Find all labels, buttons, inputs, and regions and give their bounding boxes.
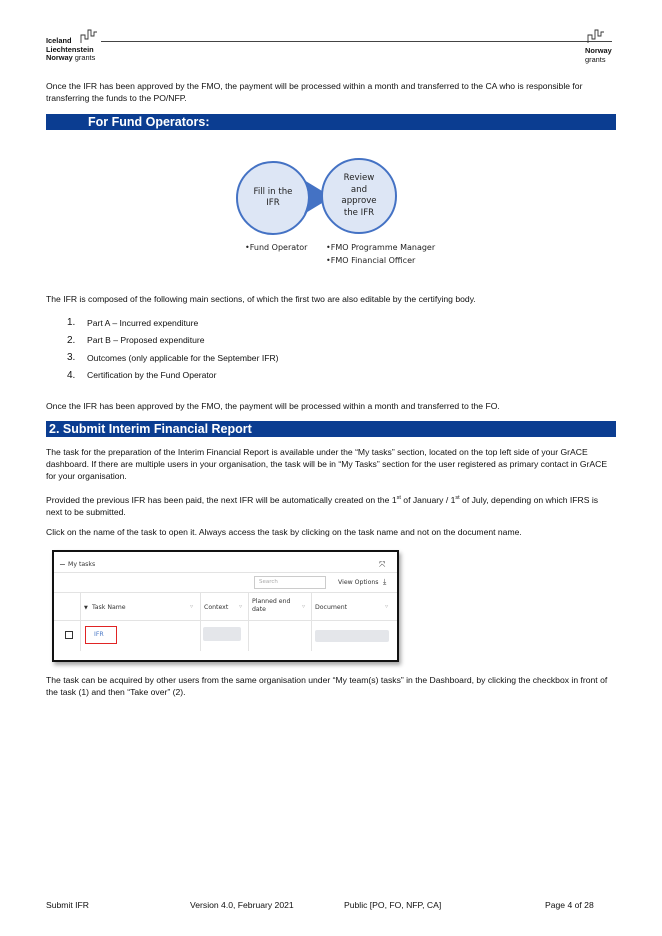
download-icon[interactable]: ⤓: [383, 577, 387, 586]
logo-norway: Norway: [46, 53, 73, 63]
logo-iceland: Iceland: [46, 36, 72, 45]
row-checkbox[interactable]: [65, 631, 73, 639]
task-name-link[interactable]: IFR: [85, 626, 117, 644]
header-rule: [101, 41, 612, 42]
fund-operators-heading-band: [46, 114, 616, 130]
footer-audience: Public [PO, FO, NFP, CA]: [344, 900, 442, 910]
filter-icon[interactable]: ▿: [302, 603, 306, 610]
expand-icon[interactable]: ⤧: [379, 560, 386, 569]
col-document[interactable]: Document: [315, 604, 348, 611]
col-task-name[interactable]: Task Name: [92, 604, 126, 611]
section2-paragraph-2: Provided the previous IFR has been paid, the next IFR will be automatically created on the 1st of January / 1st of July, depending on which IFRS is next to be submitted.: [46, 494, 599, 517]
sections-list: [67, 314, 279, 384]
diagram-step-review: Review and approve the IFR: [321, 158, 397, 234]
section2-paragraph-1: The task for the preparation of the Interim Financial Report is available under the “My tasks” section, located on the top left side of your GrACE dashboard. If there are multiple users in your organisation, the task will be in “My Tasks” section for the user registered as primary contact in GrACE for your organisation.: [46, 447, 608, 481]
section2-heading: 2. Submit Interim Financial Report: [49, 422, 252, 436]
list-item: 2. Part B – Proposed expenditure: [67, 334, 205, 346]
sort-icon[interactable]: ▼: [84, 605, 88, 611]
document-placeholder[interactable]: [315, 630, 389, 642]
logo-liechtenstein: Liechtenstein: [46, 44, 94, 54]
list-item: 3. Outcomes (only applicable for the September IFR): [67, 352, 279, 364]
footer-doc: Submit IFR: [46, 900, 89, 910]
footer-page: Page 4 of 28: [545, 900, 594, 910]
filter-icon[interactable]: ▿: [385, 603, 389, 610]
header-right-logo: [585, 28, 612, 64]
section2-paragraph-3: Click on the name of the task to open it. Always access the task by clicking on the task name and not on the document name.: [46, 527, 522, 537]
col-planned-end-date[interactable]: Planned end date: [252, 598, 291, 613]
list-item: 1. Part A – Incurred expenditure: [67, 317, 199, 329]
search-input[interactable]: Search: [254, 576, 326, 589]
logo-norway-right: Norway: [585, 46, 612, 55]
diagram-step1-roles: •Fund Operator: [245, 243, 308, 252]
logo-grants-right: grants: [585, 54, 606, 64]
fo-paragraph: Once the IFR has been approved by the FMO, the payment will be processed within a month and transferred to the FO.: [46, 401, 500, 411]
footer-version: Version 4.0, February 2021: [190, 900, 294, 910]
diagram-step2-roles: •FMO Programme Manager •FMO Financial Officer: [326, 243, 436, 265]
intro-paragraph: Once the IFR has been approved by the FMO, the payment will be processed within a month and transferred to the CA who is responsible for transferring the funds to the PO/NFP.: [46, 81, 583, 103]
col-context[interactable]: Context: [204, 604, 229, 611]
collapse-icon[interactable]: −: [59, 560, 66, 569]
view-options-button[interactable]: View Options: [338, 579, 379, 586]
section2-paragraph-4: The task can be acquired by other users from the same organisation under “My team(s) tasks” in the Dashboard, by clicking the checkbox in front of the task (1) and then “Take over” (2).: [46, 675, 608, 697]
diagram-step-fill-in: Fill in the IFR: [236, 161, 310, 235]
context-placeholder: [203, 627, 241, 641]
my-tasks-screenshot: [52, 550, 399, 662]
logo-grants: grants: [74, 53, 96, 63]
header-left-logo: [46, 28, 95, 63]
section2-heading-band: [46, 421, 616, 437]
list-item: 4. Certification by the Fund Operator: [67, 369, 217, 381]
panel-title: My tasks: [68, 561, 96, 568]
logo-flag-icon: [80, 28, 100, 44]
logo-flag-icon: [587, 28, 607, 44]
filter-icon[interactable]: ▿: [239, 603, 243, 610]
fund-operators-heading: For Fund Operators:: [88, 115, 210, 129]
filter-icon[interactable]: ▿: [190, 603, 194, 610]
sections-intro: The IFR is composed of the following main sections, of which the first two are also editable by the certifying body.: [46, 294, 476, 304]
